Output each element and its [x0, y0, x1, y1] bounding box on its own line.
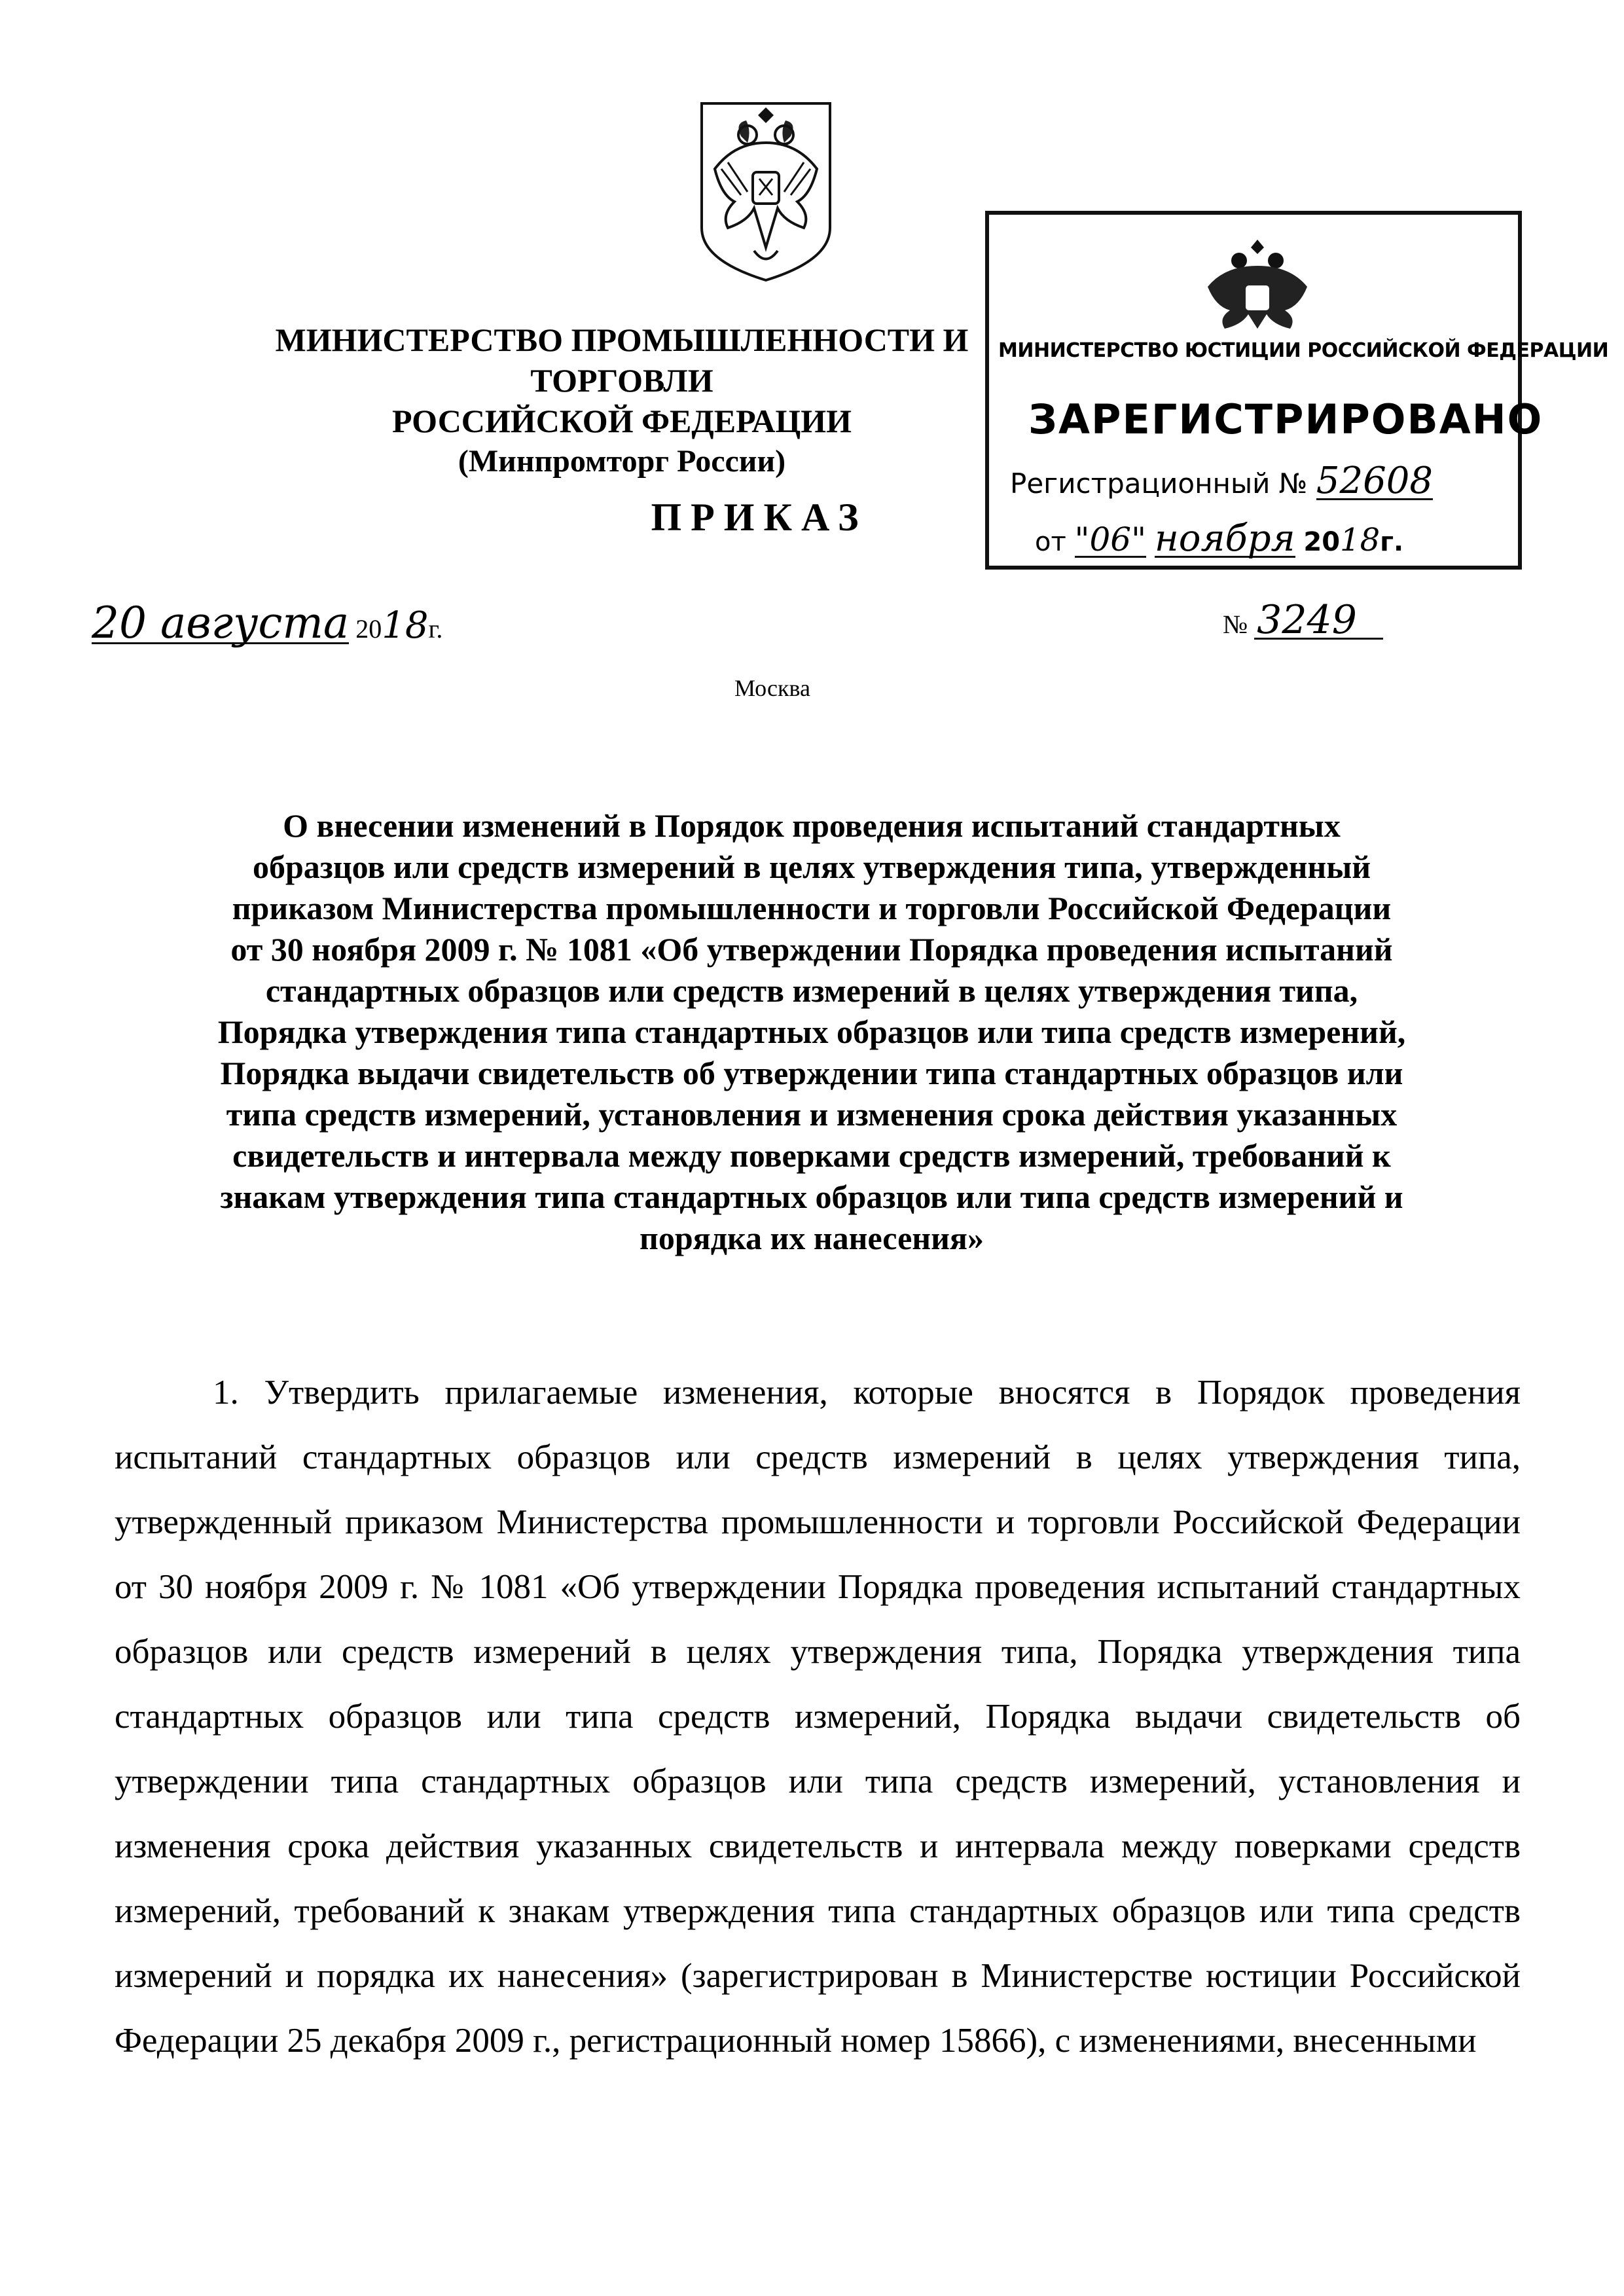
- title-line: О внесении изменений в Порядок проведения испытаний стандартных: [283, 807, 1341, 844]
- stamp-emblem: [1199, 233, 1316, 331]
- order-number-line: [1223, 597, 1383, 643]
- order-title: [105, 805, 1519, 1259]
- order-year-print: 20: [355, 614, 382, 644]
- ministry-short-name: (Минпромторг России): [458, 444, 786, 479]
- title-line: образцов или средств измерений в целях утверждения типа, утвержденный: [252, 848, 1371, 885]
- ministry-name-line1: МИНИСТЕРСТВО ПРОМЫШЛЕННОСТИ И ТОРГОВЛИ: [275, 321, 969, 399]
- coat-of-arms-emblem: [695, 97, 837, 285]
- document-type-title: ПРИКАЗ: [651, 496, 868, 539]
- order-year-suffix: г.: [428, 614, 443, 644]
- stamp-reg-number: 52608: [1316, 460, 1433, 502]
- stamp-ministry-name: МИНИСТЕРСТВО ЮСТИЦИИ РОССИЙСКОЙ ФЕДЕРАЦИИ: [998, 339, 1609, 362]
- title-line: стандартных образцов или средств измерений в целях утверждения типа,: [265, 972, 1358, 1009]
- order-date-handwritten: 20 августа: [92, 598, 350, 648]
- title-line: знакам утверждения типа стандартных образцов или типа средств измерений и: [220, 1178, 1403, 1215]
- stamp-date-prefix: от: [1035, 527, 1066, 557]
- stamp-date-month: ноября: [1154, 517, 1295, 560]
- title-line: свидетельств и интервала между поверками средств измерений, требований к: [232, 1137, 1391, 1174]
- title-line: Порядка утверждения типа стандартных образцов или типа средств измерений,: [217, 1013, 1406, 1050]
- order-year-hand: 18: [382, 604, 429, 647]
- order-number: 3249: [1254, 602, 1383, 640]
- title-line: порядка их нанесения»: [640, 1220, 984, 1256]
- stamp-reg-label: Регистрационный №: [1010, 467, 1308, 500]
- title-line: приказом Министерства промышленности и торговли Российской Федерации: [232, 890, 1392, 926]
- ministry-name-line2: РОССИЙСКОЙ ФЕДЕРАЦИИ: [391, 403, 852, 439]
- order-number-label: №: [1223, 610, 1248, 639]
- order-city: Москва: [734, 675, 810, 701]
- registration-stamp: [985, 211, 1609, 570]
- order-date-line: [92, 598, 443, 648]
- title-line: Порядка выдачи свидетельств об утверждении типа стандартных образцов или: [220, 1055, 1403, 1091]
- stamp-date-suffix: г.: [1380, 527, 1404, 557]
- stamp-date-line: [1035, 517, 1404, 560]
- title-line: от 30 ноября 2009 г. № 1081 «Об утверждении Порядка проведения испытаний: [230, 931, 1393, 968]
- ministry-header: [249, 319, 995, 482]
- title-line: типа средств измерений, установления и изменения срока действия указанных: [226, 1096, 1398, 1133]
- stamp-date-day: "06": [1074, 520, 1147, 558]
- stamp-date-year-hand: 18: [1340, 522, 1380, 558]
- stamp-registered-label: ЗАРЕГИСТРИРОВАНО: [1028, 395, 1543, 443]
- stamp-date-year-print: 20: [1303, 527, 1341, 557]
- body-paragraph-1: 1. Утвердить прилагаемые изменения, которые вносятся в Порядок проведения испытаний стандартных образцов или средств измерений в целях утверждения типа, утвержденный приказом Министерства промышленности и торговли Российской Федерации от 30 ноября 2009 г. № 1081 «Об утверждении Порядка проведения испытаний стандартных образцов или средств измерений в целях утверждения типа, Порядка утверждения типа стандартных образцов или типа средств измерений, Порядка выдачи свидетельств об утверждении типа стандартных образцов или типа средств измерений, установления и изменения срока действия указанных свидетельств и интервала между поверками средств измерений, требований к знакам утверждения типа стандартных образцов или типа средств измерений и порядка их нанесения» (зарегистрирован в Министерстве юстиции Российской Федерации 25 декабря 2009 г., регистрационный номер 15866), с изменениями, внесенными: [115, 1374, 1521, 2060]
- stamp-registration-line: [1010, 460, 1433, 502]
